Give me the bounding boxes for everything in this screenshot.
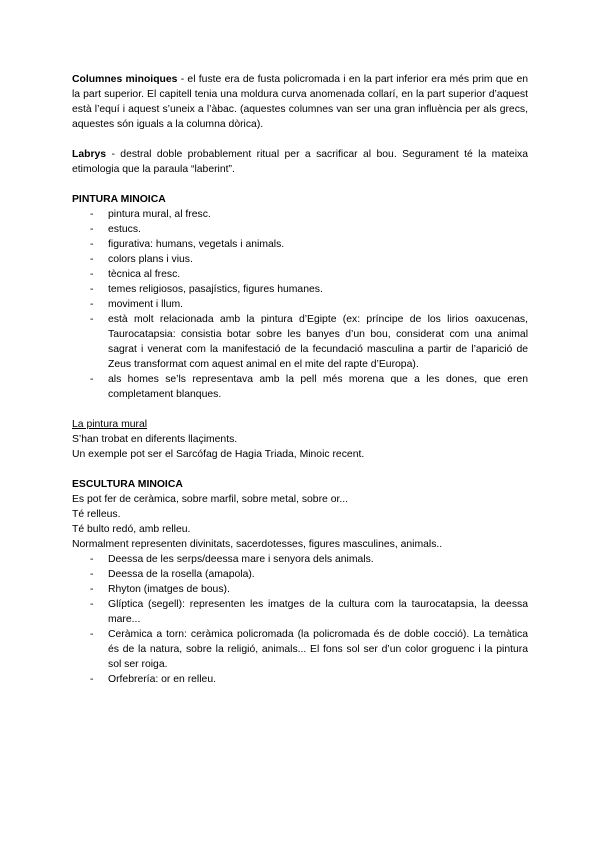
list-item-text: Glíptica (segell): representen les imatges de la cultura com la taurocatapsia, la deessa mare...: [108, 599, 528, 625]
list-item: [72, 282, 528, 297]
list-item-text: als homes se’ls representava amb la pell més morena que a les dones, que eren completament blanques.: [108, 374, 528, 400]
list-item-text: Deessa de les serps/deessa mare i senyora dels animals.: [108, 554, 374, 565]
list-item-text: Deessa de la rosella (amapola).: [108, 569, 255, 580]
list-item: [72, 297, 528, 312]
bullet: -: [90, 314, 94, 325]
list-item-text: tècnica al fresc.: [108, 269, 181, 280]
list-item-text: està molt relacionada amb la pintura d’Egipte (ex: príncipe de los lirios oaxucenas, Taurocatapsia: consistia botar sobre les banyes d’un bou, considerat com una animal sagrat i venerat com la manifestació de la fecundació masculina a partir de l’aparició de Zeus transformat com aquest animal en el mite del rapte d’Europa).: [108, 314, 528, 370]
spacer: [72, 177, 528, 192]
bullet: -: [90, 629, 94, 640]
bullet: -: [90, 554, 94, 565]
list-item: [72, 582, 528, 597]
list-item: [72, 222, 528, 237]
list-item: [72, 237, 528, 252]
list-item: [72, 567, 528, 582]
bullet: -: [90, 284, 94, 295]
list-item-text: moviment i llum.: [108, 299, 184, 310]
columnes-paragraph: [72, 72, 528, 132]
labrys-term: Labrys: [72, 149, 107, 160]
list-item: [72, 207, 528, 222]
escultura-heading: ESCULTURA MINOICA: [72, 479, 183, 490]
list-item-text: colors plans i vius.: [108, 254, 193, 265]
list-item-text: estucs.: [108, 224, 141, 235]
list-item-text: temes religiosos, pasajístics, figures humanes.: [108, 284, 323, 295]
spacer: [72, 462, 528, 477]
list-item: [72, 627, 528, 672]
list-item: [72, 312, 528, 372]
columnes-term: Columnes minoiques: [72, 74, 178, 85]
list-item: [72, 552, 528, 567]
escultura-line: Normalment representen divinitats, sacerdotesses, figures masculines, animals..: [72, 539, 443, 550]
list-item: [72, 372, 528, 402]
bullet: -: [90, 569, 94, 580]
mural-line: Un exemple pot ser el Sarcófag de Hagia Triada, Minoic recent.: [72, 449, 365, 460]
list-item: [72, 597, 528, 627]
mural-line: S’han trobat en diferents llaçiments.: [72, 434, 238, 445]
bullet: -: [90, 209, 94, 220]
bullet: -: [90, 239, 94, 250]
document-content: [72, 72, 528, 687]
spacer: [72, 132, 528, 147]
escultura-line: Té relleus.: [72, 509, 121, 520]
escultura-list: [72, 552, 528, 687]
list-item-text: Ceràmica a torn: ceràmica policromada (la policromada és de doble cocció). La temàtica és de la natura, sobre la religió, animals... El fons sol ser d’un color groguenc i la pintura sol ser roiga.: [108, 629, 528, 670]
bullet: -: [90, 299, 94, 310]
list-item: [72, 252, 528, 267]
labrys-paragraph: [72, 147, 528, 177]
columnes-text: - el fuste era de fusta policromada i en la part inferior era més prim que en la part superior. El capitell tenia una moldura curva anomenada collarí, en la part superior d’aquest està l’equí i aquest s’uneix a l’àbac. (aquestes columnes van ser una gran influència per als grecs, aquestes són iguals a la columna dòrica).: [72, 74, 528, 130]
list-item-text: pintura mural, al fresc.: [108, 209, 211, 220]
bullet: -: [90, 599, 94, 610]
list-item-text: figurativa: humans, vegetals i animals.: [108, 239, 285, 250]
labrys-text: - destral doble probablement ritual per a sacrificar al bou. Segurament té la mateixa etimologia que la paraula “laberint”.: [72, 149, 528, 175]
pintura-heading: PINTURA MINOICA: [72, 194, 166, 205]
list-item-text: Orfebrería: or en relleu.: [108, 674, 216, 685]
bullet: -: [90, 674, 94, 685]
bullet: -: [90, 254, 94, 265]
list-item: [72, 672, 528, 687]
list-item-text: Rhyton (imatges de bous).: [108, 584, 230, 595]
spacer: [72, 402, 528, 417]
bullet: -: [90, 584, 94, 595]
mural-title: La pintura mural: [72, 419, 148, 430]
bullet: -: [90, 374, 94, 385]
pintura-list: [72, 207, 528, 402]
escultura-line: Es pot fer de ceràmica, sobre marfil, sobre metal, sobre or...: [72, 494, 349, 505]
escultura-line: Té bulto redó, amb relleu.: [72, 524, 191, 535]
bullet: -: [90, 269, 94, 280]
bullet: -: [90, 224, 94, 235]
list-item: [72, 267, 528, 282]
